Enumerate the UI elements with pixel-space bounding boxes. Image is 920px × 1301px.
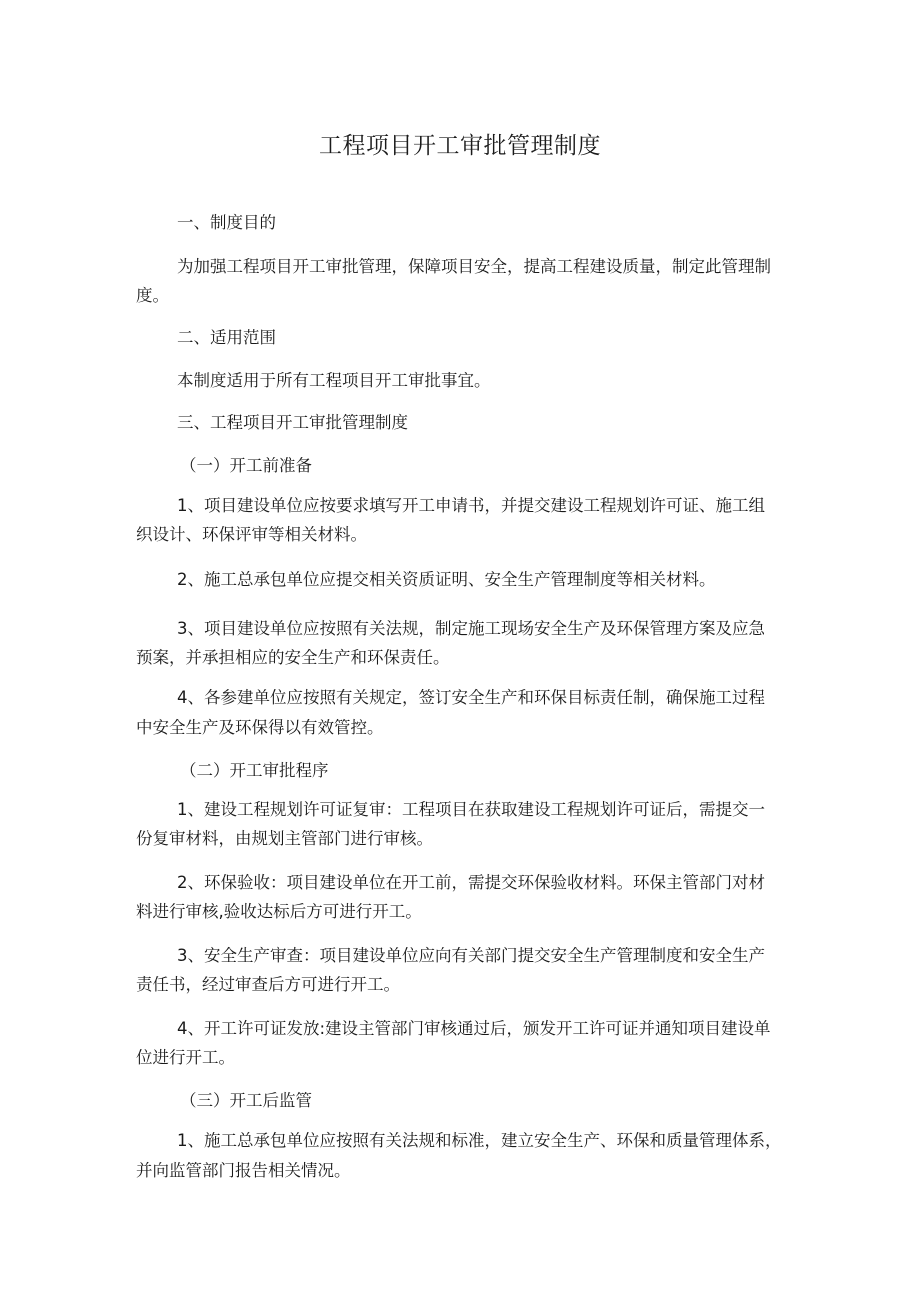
- subsection-heading-supervision: （三）开工后监管: [180, 1091, 312, 1110]
- paragraph-line: 中安全生产及环保得以有效管控。: [136, 718, 384, 737]
- paragraph-line: 本制度适用于所有工程项目开工审批事宜。: [177, 371, 491, 390]
- paragraph-line: 2、环保验收：项目建设单位在开工前，需提交环保验收材料。环保主管部门对材: [177, 873, 765, 892]
- paragraph-line: 织设计、环保评审等相关材料。: [136, 525, 367, 544]
- paragraph-line: 料进行审核,验收达标后方可进行开工。: [136, 902, 422, 921]
- paragraph-line: 4、开工许可证发放:建设主管部门审核通过后，颁发开工许可证并通知项目建设单: [177, 1019, 771, 1038]
- section-heading-rules: 三、工程项目开工审批管理制度: [177, 413, 408, 432]
- paragraph-line: 并向监管部门报告相关情况。: [136, 1161, 351, 1180]
- paragraph-line: 1、项目建设单位应按要求填写开工申请书，并提交建设工程规划许可证、施工组: [177, 496, 765, 515]
- subsection-heading-preparation: （一）开工前准备: [180, 456, 312, 475]
- section-heading-scope: 二、适用范围: [177, 328, 276, 347]
- paragraph-line: 1、施工总承包单位应按照有关法规和标准，建立安全生产、环保和质量管理体系，: [177, 1131, 782, 1150]
- paragraph-line: 位进行开工。: [136, 1048, 235, 1067]
- document-title: 工程项目开工审批管理制度: [319, 133, 601, 159]
- paragraph-line: 份复审材料，由规划主管部门进行审核。: [136, 829, 433, 848]
- paragraph-line: 4、各参建单位应按照有关规定，签订安全生产和环保目标责任制，确保施工过程: [177, 688, 765, 707]
- paragraph-line: 预案，并承担相应的安全生产和环保责任。: [136, 648, 450, 667]
- paragraph-line: 为加强工程项目开工审批管理，保障项目安全，提高工程建设质量，制定此管理制: [177, 257, 771, 276]
- subsection-heading-procedure: （二）开工审批程序: [180, 761, 329, 780]
- section-heading-purpose: 一、制度目的: [177, 213, 276, 232]
- paragraph-line: 3、安全生产审查：项目建设单位应向有关部门提交安全生产管理制度和安全生产: [177, 946, 765, 965]
- paragraph-line: 2、施工总承包单位应提交相关资质证明、安全生产管理制度等相关材料。: [177, 570, 716, 589]
- paragraph-line: 3、项目建设单位应按照有关法规，制定施工现场安全生产及环保管理方案及应急: [177, 619, 765, 638]
- paragraph-line: 度。: [136, 286, 169, 305]
- paragraph-line: 1、建设工程规划许可证复审：工程项目在获取建设工程规划许可证后，需提交一: [177, 800, 765, 819]
- paragraph-line: 责任书，经过审查后方可进行开工。: [136, 975, 400, 994]
